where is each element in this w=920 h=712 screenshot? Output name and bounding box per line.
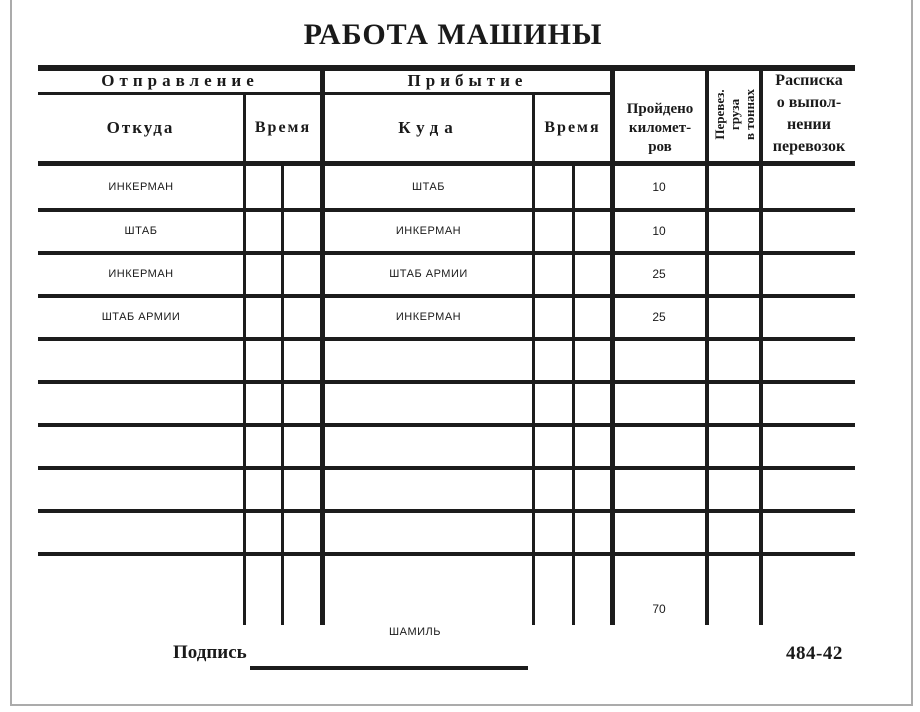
col-header-receipt-line: о выпол-: [776, 94, 842, 111]
cell-to-row4: ИНКЕРМАН: [395, 310, 462, 323]
cell-from-row3: ИНКЕРМАН: [108, 267, 174, 280]
divider: [38, 423, 855, 427]
col-header-kilometers: [615, 96, 705, 160]
group-header-departure: Отправление: [101, 71, 259, 90]
total-kilometers: 70: [652, 602, 666, 616]
col-header-kilometers-line: километ-: [628, 119, 692, 136]
cell-from-row2: ШТАБ: [124, 224, 158, 237]
cell-km-row1: 10: [652, 180, 666, 194]
divider: [38, 161, 855, 166]
divider: [38, 466, 855, 470]
form-title: РАБОТА МАШИНЫ: [303, 18, 603, 51]
page-edge-left: [10, 0, 12, 706]
col-header-kilometers-line: Пройдено: [626, 100, 694, 117]
col-header-cargo: [709, 68, 759, 160]
divider: [38, 337, 855, 341]
divider: [532, 92, 535, 625]
cell-to-row3: ШТАБ АРМИИ: [389, 267, 468, 280]
group-header-arrival: Прибытие: [407, 71, 528, 90]
cell-km-row2: 10: [652, 223, 666, 238]
col-header-cargo-line: груза: [726, 98, 742, 130]
form-number: 484-42: [786, 643, 843, 664]
col-header-receipt-line: Расписка: [775, 72, 843, 89]
divider: [572, 161, 575, 625]
col-header-kilometers-line: ров: [648, 138, 672, 155]
signature-line: [250, 666, 528, 670]
col-header-to: Куда: [398, 118, 459, 137]
divider: [38, 92, 612, 95]
divider: [38, 552, 855, 556]
col-header-receipt: [763, 68, 855, 160]
cell-km-row3: 25: [652, 266, 666, 281]
col-header-receipt-line: перевозок: [772, 138, 846, 155]
signature-label: Подпись: [173, 642, 247, 663]
col-header-time-arrival: Время: [544, 119, 601, 136]
divider: [38, 509, 855, 513]
cell-to-row1: ШТАБ: [412, 181, 445, 193]
col-header-cargo-line: в тоннах: [741, 88, 757, 140]
page-edge-bottom: [10, 704, 913, 706]
col-header-time-departure: Время: [254, 119, 312, 136]
page-edge-right: [911, 0, 913, 706]
cell-from-row1: ИНКЕРМАН: [108, 181, 174, 193]
col-header-from: Откуда: [106, 118, 175, 137]
cell-to-row2: ИНКЕРМАН: [395, 224, 462, 237]
cell-from-row4: ШТАБ АРМИИ: [101, 310, 181, 323]
divider: [38, 380, 855, 384]
signature-name: ШАМИЛЬ: [389, 626, 441, 638]
col-header-cargo-rotated-text: [712, 89, 757, 140]
col-header-cargo-line: Перевез.: [711, 88, 727, 140]
col-header-receipt-line: нении: [787, 116, 831, 133]
cell-km-row4: 25: [652, 309, 666, 324]
